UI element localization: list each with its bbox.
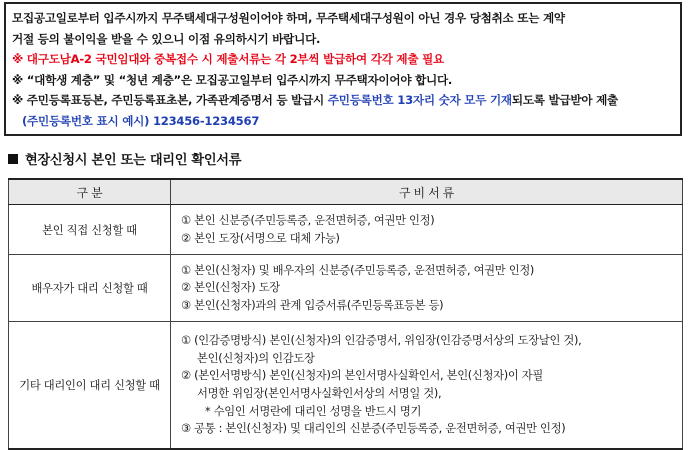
notice-box — [4, 2, 682, 136]
section-title-text: 현장신청시 본인 또는 대리인 확인서류 — [25, 153, 242, 168]
document-item: ① 본인(신청자) 및 배우자의 신분증(주민등록증, 운전면허증, 여권만 인정) — [181, 263, 535, 277]
row-documents — [171, 322, 683, 450]
notice-line-example: (주민등록번호 표시 예시) 123456-1234567 — [22, 113, 260, 128]
row-category: 배우자가 대리 신청할 때 — [9, 255, 171, 322]
document-item: ② 본인(신청자) 도장 — [181, 281, 280, 295]
document-item: ② (본인서명방식) 본인(신청자)의 본인서명사실확인서, 본인(신청자)이 자필 — [181, 369, 543, 383]
notice-line-document-issuance — [12, 90, 672, 111]
document-item: ② 본인 도장(서명으로 대체 가능) — [181, 231, 340, 245]
table-row — [9, 255, 683, 322]
section-title — [8, 149, 241, 168]
notice-line-student-youth: ※ “대학생 계층” 및 “청년 계층”은 모집공고일부터 입주시까지 무주택자이어야 합니다. — [12, 72, 453, 87]
table-row — [9, 205, 683, 255]
document-item: ① (인감증명방식) 본인(신청자)의 인감증명서, 위임장(인감증명서상의 도장날인 것), — [181, 334, 582, 348]
document-item-continuation: 서명한 위임장(본인서명사실확인서상의 서명일 것), — [197, 387, 442, 400]
document-item-note: * 수임인 서명란에 대리인 성명을 반드시 명기 — [205, 404, 422, 418]
notice-line-2: 거절 등의 불이익을 받을 수 있으니 이점 유의하시기 바랍니다. — [12, 31, 321, 46]
row-documents — [171, 255, 683, 322]
row-documents — [171, 205, 683, 255]
required-documents-table — [8, 178, 683, 450]
row-category: 기타 대리인이 대리 신청할 때 — [9, 322, 171, 450]
notice-line-5-part-a: ※ 주민등록표등본, 주민등록표초본, 가족관계증명서 등 발급시 — [12, 93, 328, 107]
document-item-continuation: 본인(신청자)의 인감도장 — [197, 351, 315, 365]
table-header-category: 구 분 — [9, 179, 171, 205]
notice-line-5-highlight: 주민등록번호 13자리 숫자 모두 기재 — [327, 93, 512, 107]
table-row — [9, 322, 683, 450]
table-header-documents: 구 비 서 류 — [171, 179, 683, 205]
document-item: ③ 본인(신청자)과의 관계 입증서류(주민등록표등본 등) — [181, 298, 444, 312]
document-item: ③ 공통 : 본인(신청자) 및 대리인의 신분증(주민등록증, 운전면허증, 여권만 인정) — [181, 422, 566, 436]
document-item: ① 본인 신분증(주민등록증, 운전면허증, 여권만 인정) — [181, 213, 435, 227]
notice-line-5-part-c: 되도록 발급받아 제출 — [511, 93, 618, 107]
table-header-row — [9, 179, 683, 205]
square-bullet-icon — [8, 154, 18, 164]
row-category: 본인 직접 신청할 때 — [9, 205, 171, 255]
notice-line-duplicate-application: ※ 대구도남A-2 국민임대와 중복접수 시 제출서류는 각 2부씩 발급하여 각각 제출 필요 — [12, 52, 444, 66]
notice-line-1: 모집공고일로부터 입주시까지 무주택세대구성원이어야 하며, 무주택세대구성원이 아닌 경우 당첨취소 또는 계약 — [12, 11, 565, 25]
